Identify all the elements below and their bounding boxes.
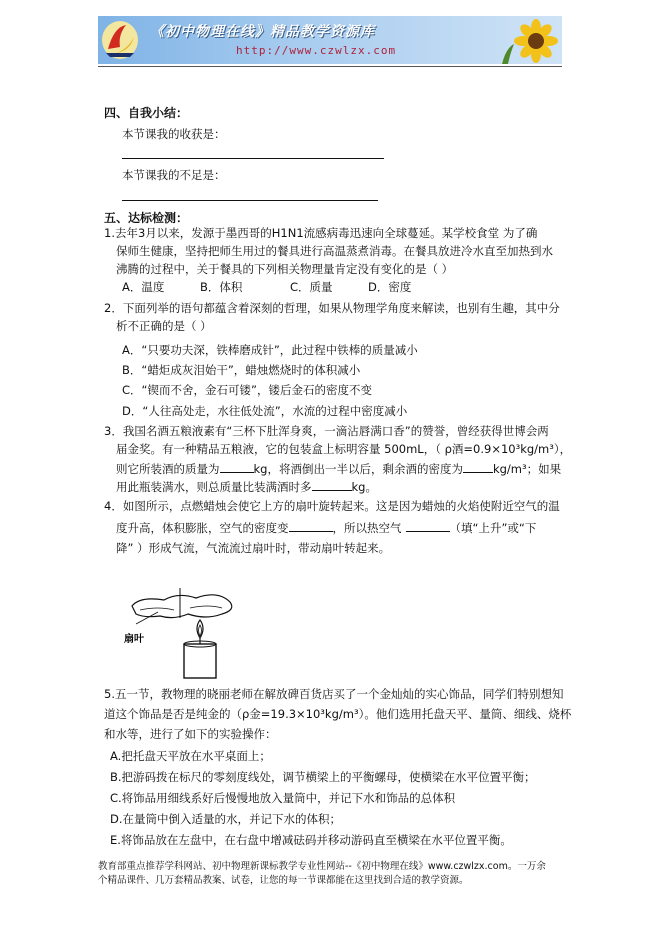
gain-answer-line xyxy=(122,158,384,159)
q5-line3: 和水等，进行了如下的实验操作： xyxy=(104,727,277,741)
site-logo-icon xyxy=(100,19,140,61)
header-banner xyxy=(98,16,562,64)
q5-step-a: A.把托盘天平放在水平桌面上； xyxy=(110,749,271,763)
q3-blank-density[interactable] xyxy=(463,461,493,473)
fan-blade-label: 扇叶 xyxy=(124,634,144,645)
sunflower-icon xyxy=(498,18,558,64)
q3-blank-mass[interactable] xyxy=(220,461,254,473)
lack-answer-line xyxy=(122,200,378,201)
q3-line4-part2: kg。 xyxy=(351,480,377,494)
q4-line2-part2: ，所以热空气 xyxy=(332,521,402,535)
q3-line4-part1: 用此瓶装满水，则总质量比装满酒时多 xyxy=(116,480,312,494)
q3-line3 xyxy=(116,461,561,477)
q5-step-e: E.将饰品放在左盘中，在右盘中增减砝码并移动游码直至横梁在水平位置平衡。 xyxy=(110,833,512,847)
gain-label: 本节课我的收获是： xyxy=(122,127,226,141)
q4-blank-direction[interactable] xyxy=(406,520,450,532)
q1-line1: 1.去年3月以来，发源于墨西哥的H1N1流感病毒迅速向全球蔓延。某学校食堂 为了确 xyxy=(104,226,538,240)
q5-step-c: C.将饰品用细线系好后慢慢地放入量筒中，并记下水和饰品的总体积 xyxy=(110,791,456,805)
q3-line4 xyxy=(116,479,377,495)
q4-line3: 降” ）形成气流，气流流过扇叶时，带动扇叶转起来。 xyxy=(116,541,391,555)
q1-option-a: A．温度 xyxy=(122,280,165,294)
q2-option-b: B．“蜡炬成灰泪始干”，蜡烛燃烧时的体积减小 xyxy=(122,363,361,377)
q3-blank-extra-mass[interactable] xyxy=(312,479,352,491)
q4-line2-part3: （填“上升”或“下 xyxy=(449,521,537,535)
candle-fan-figure xyxy=(118,580,258,680)
section4-heading: 四、自我小结： xyxy=(104,106,189,120)
q4-line2 xyxy=(116,520,536,536)
q5-line1: 5.五一节，教物理的晓丽老师在解放碑百货店买了一个金灿灿的实心饰品，同学们特别想知 xyxy=(104,687,564,701)
q1-option-b: B．体积 xyxy=(200,280,243,294)
q1-line3: 沸腾的过程中，关于餐具的下列相关物理量肯定没有变化的是（ ） xyxy=(116,262,454,276)
q2-option-d: D．“人往高处走，水往低处流”，水流的过程中密度减小 xyxy=(122,404,408,418)
banner-url: http://www.czwlzx.com xyxy=(236,44,397,57)
q1-option-c: C．质量 xyxy=(290,280,333,294)
q1-line2: 保师生健康，坚持把师生用过的餐具进行高温蒸煮消毒。在餐具放进冷水直至加热到水 xyxy=(116,244,553,258)
q2-line1: 2．下面列举的语句都蕴含着深刻的哲理，如果从物理学角度来解读，也别有生趣，其中分 xyxy=(104,301,560,315)
q5-step-d: D.在量筒中倒入适量的水，并记下水的体积； xyxy=(110,812,342,826)
q3-line2: 届金奖。有一种精品五粮液，它的包装盒上标明容量 500mL，（ ρ酒=0.9×10³kg/m³）， xyxy=(116,442,572,456)
q2-option-a: A．“只要功夫深，铁棒磨成针”，此过程中铁棒的质量减小 xyxy=(122,343,418,357)
header-divider xyxy=(98,66,562,67)
q1-option-d: D．密度 xyxy=(368,280,412,294)
q4-line2-part1: 度升高，体积膨胀，空气的密度变 xyxy=(116,521,289,535)
q3-line3-part3: kg/m³；如果 xyxy=(492,462,562,476)
q5-line2: 道这个饰品是否是纯金的（ρ金=19.3×10³kg/m³）。他们选用托盘天平、量筒、细线、烧杯 xyxy=(104,707,572,721)
q3-line1: 3．我国名酒五粮液素有“三杯下肚浑身爽，一滴沾唇满口香”的赞誉，曾经获得世博会两 xyxy=(104,424,549,438)
section5-heading: 五、达标检测： xyxy=(104,211,189,225)
banner-title: 《初中物理在线》精品教学资源库 xyxy=(150,24,375,40)
lack-label: 本节课我的不足是： xyxy=(122,168,226,182)
q3-line3-part2: kg，将酒倒出一半以后，剩余酒的密度为 xyxy=(253,462,463,476)
footer-line2: 个精品课件、几万套精品教案、试卷，让您的每一节课都能在这里找到合适的教学资源。 xyxy=(98,875,469,886)
q3-line3-part1: 则它所装酒的质量为 xyxy=(116,462,220,476)
q5-step-b: B.把游码拨在标尺的零刻度线处，调节横梁上的平衡螺母，使横梁在水平位置平衡； xyxy=(110,770,536,784)
q2-option-c: C．“锲而不舍，金石可镂”，镂后金石的密度不变 xyxy=(122,383,372,397)
q4-line1: 4．如图所示，点燃蜡烛会使它上方的扇叶旋转起来。这是因为蜡烛的火焰使附近空气的温 xyxy=(104,499,560,513)
page-footer xyxy=(98,860,568,888)
q2-line2: 析不正确的是（ ） xyxy=(116,319,212,333)
footer-line1: 教育部重点推荐学科网站、初中物理新课标教学专业性网站--《初中物理在线》www.czwlzx.com。一万余 xyxy=(98,861,546,872)
q4-blank-density[interactable] xyxy=(289,520,333,532)
